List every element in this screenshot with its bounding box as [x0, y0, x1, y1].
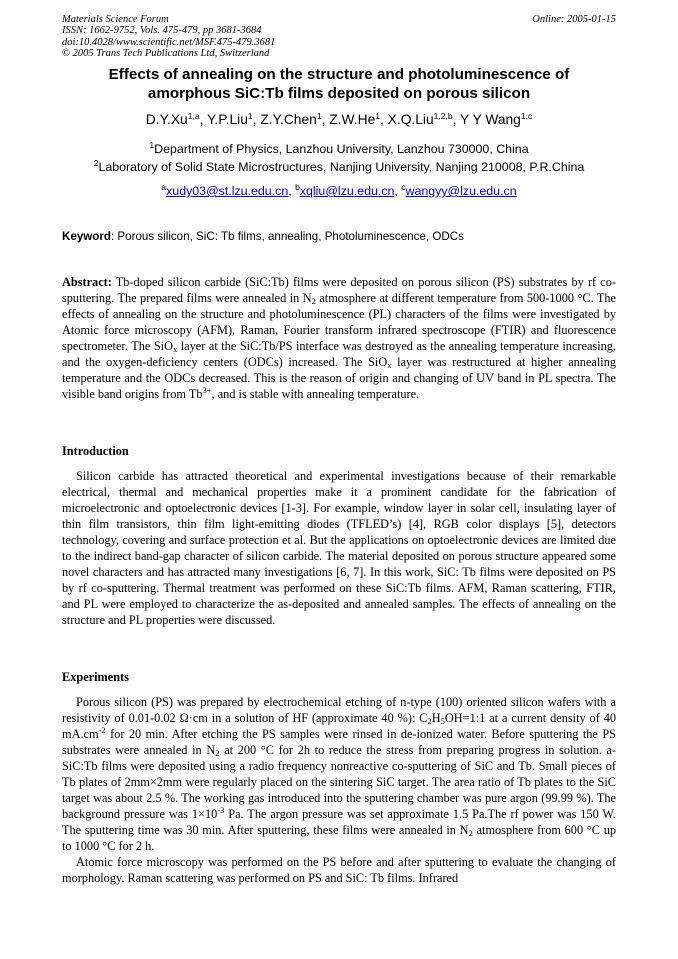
section-heading-experiments: Experiments — [62, 670, 129, 684]
author: X.Q.Liu$^{1,2,b}$ — [387, 111, 453, 127]
introduction-body — [62, 468, 616, 628]
affiliation-1: $^1$Department of Physics, Lanzhou University, Lanzhou 730000, China — [149, 140, 529, 156]
paragraph: Atomic force microscopy was performed on the PS before and after sputtering to evaluate the changing of morphology. Raman scattering was performed on PS and SiC: Tb films. Infrared — [62, 855, 616, 885]
author: Y Y Wang$^{1,c}$ — [460, 111, 533, 127]
affiliation-2: $^2$Laboratory of Solid State Microstructures, Nanjing University, Nanjing 210008, P.R.China — [93, 158, 585, 174]
email-list: $^a$xudy03@st.lzu.edu.cn, $^b$xqliu@lzu.edu.cn, $^c$wangyy@lzu.edu.cn — [161, 182, 517, 198]
doi-line: doi:10.4028/www.scientific.net/MSF.475-479.3681 — [62, 36, 276, 48]
journal-header — [62, 14, 616, 60]
experiments-body — [62, 694, 616, 886]
section-heading-introduction: Introduction — [62, 444, 129, 458]
issn-line: ISSN: 1662-9752, Vols. 475-479, pp 3681-3684 — [62, 25, 262, 37]
keywords — [62, 229, 616, 245]
email-link[interactable]: wangyy@lzu.edu.cn — [405, 184, 517, 198]
author: Z.W.He$^1$ — [329, 111, 380, 127]
affiliations — [62, 140, 616, 176]
paragraph: Silicon carbide has attracted theoretical and experimental investigations because of their remarkable electrical, thermal and mechanical properties make it a prominent candidate for the fabrication of microelectronic and optoelectronic devices [1-3]. For example, window layer in solar cell, insulating layer of thin film transistors, thin film light-emitting diodes (TFLED’s) [4], RGB color displays [5], detectors technology, covering and surface protection et al. But the applications on optoelectronic devices are limited due to the indirect band-gap character of silicon carbide. The material deposited on porous structure appeared some novel characters and has attracted many investigations [6, 7]. In this work, SiC: Tb films were deposited on PS by rf co-sputtering. Thermal treatment was performed on these SiC:Tb films. AFM, Raman scattering, FTIR, and PL were employed to characterize the as-deposited and annealed samples. The effects of annealing on the structure and PL properties were discussed. — [62, 469, 616, 627]
email-link[interactable]: xqliu@lzu.edu.cn — [299, 184, 395, 198]
abstract-label: Abstract: — [62, 275, 112, 289]
author-list: D.Y.Xu$^{1,a}$, Y.P.Liu$^1$, Z.Y.Chen$^1$, Z.W.He$^1$, X.Q.Liu$^{1,2,b}$, Y Y Wang$^{1,c}$ — [145, 111, 533, 127]
author: D.Y.Xu$^{1,a}$ — [145, 111, 200, 127]
online-date: Online: 2005-01-15 — [532, 14, 616, 25]
email-link[interactable]: xudy03@st.lzu.edu.cn — [166, 184, 289, 198]
keywords-text: : Porous silicon, SiC: Tb films, annealing, Photoluminescence, ODCs — [110, 230, 464, 243]
paragraph: Porous silicon (PS) was prepared by electrochemical etching of n-type (100) oriented silicon wafers with a resistivity of 0.01-0.02 Ω·cm in a solution of HF (approximate 40 %): $C_2H_5OH=1:1$ at a current density of 40 $mA.cm^{-2}$ for 20 min. After etching the PS samples were rinsed in de-ionized water. Before sputtering the PS substrates were annealed in $N_2$ at 200 °C for 2h to reduce the stress from preparing progress in solution. a-SiC:Tb films were deposited using a radio frequency nonreactive co-sputtering of SiC and Tb. Small pieces of Tb plates of 2mm×2mm were regularly placed on the sintering SiC target. The area ratio of Tb plates to the SiC target was about 2.5 %. The working gas introduced into the sputtering chamber was pure argon (99.99 %). The background pressure was $1\times 10^{-3}$ Pa. The argon pressure was set approximate 1.5 Pa.The rf power was 150 W. The sputtering time was 30 min. After sputtering, these films were annealed in $N_2$ atmosphere from 600 °C up to 1000 °C for 2 h. — [62, 695, 617, 853]
abstract: Abstract: Tb-doped silicon carbide (SiC:Tb) films were deposited on porous silicon (PS) substrates by rf co-sputtering. The prepared films were annealed in $N_2$ atmosphere at different temperature from 500-1000 °C. The effects of annealing on the structure and photoluminescence (PL) characters of the films were investigated by Atomic force microscopy (AFM), Raman, Fourier transform infrared spectroscope (FTIR) and fluorescence spectrometer. The SiO$_x$ layer at the SiC:Tb/PS interface was destroyed as the annealing temperature increasing, and the oxygen-deficiency centers (ODCs) increased. The SiO$_x$ layer was restructured at higher annealing temperature and the ODCs decreased. This is the reason of origin and changing of UV band in PL spectra. The visible band origins from $Tb^{3+}$, and is stable with annealing temperature. — [62, 275, 616, 401]
paper-title — [62, 66, 616, 103]
title-line-1: Effects of annealing on the structure and photoluminescence of — [108, 66, 570, 83]
title-line-2: amorphous SiC:Tb films deposited on porous silicon — [147, 84, 531, 102]
journal-name: Materials Science Forum — [62, 14, 169, 25]
author: Y.P.Liu$^1$ — [206, 111, 253, 127]
author: Z.Y.Chen$^1$ — [260, 111, 322, 127]
keywords-label: Keyword — [62, 230, 111, 243]
copyright-line: © 2005 Trans Tech Publications Ltd, Switzerland — [62, 48, 270, 60]
